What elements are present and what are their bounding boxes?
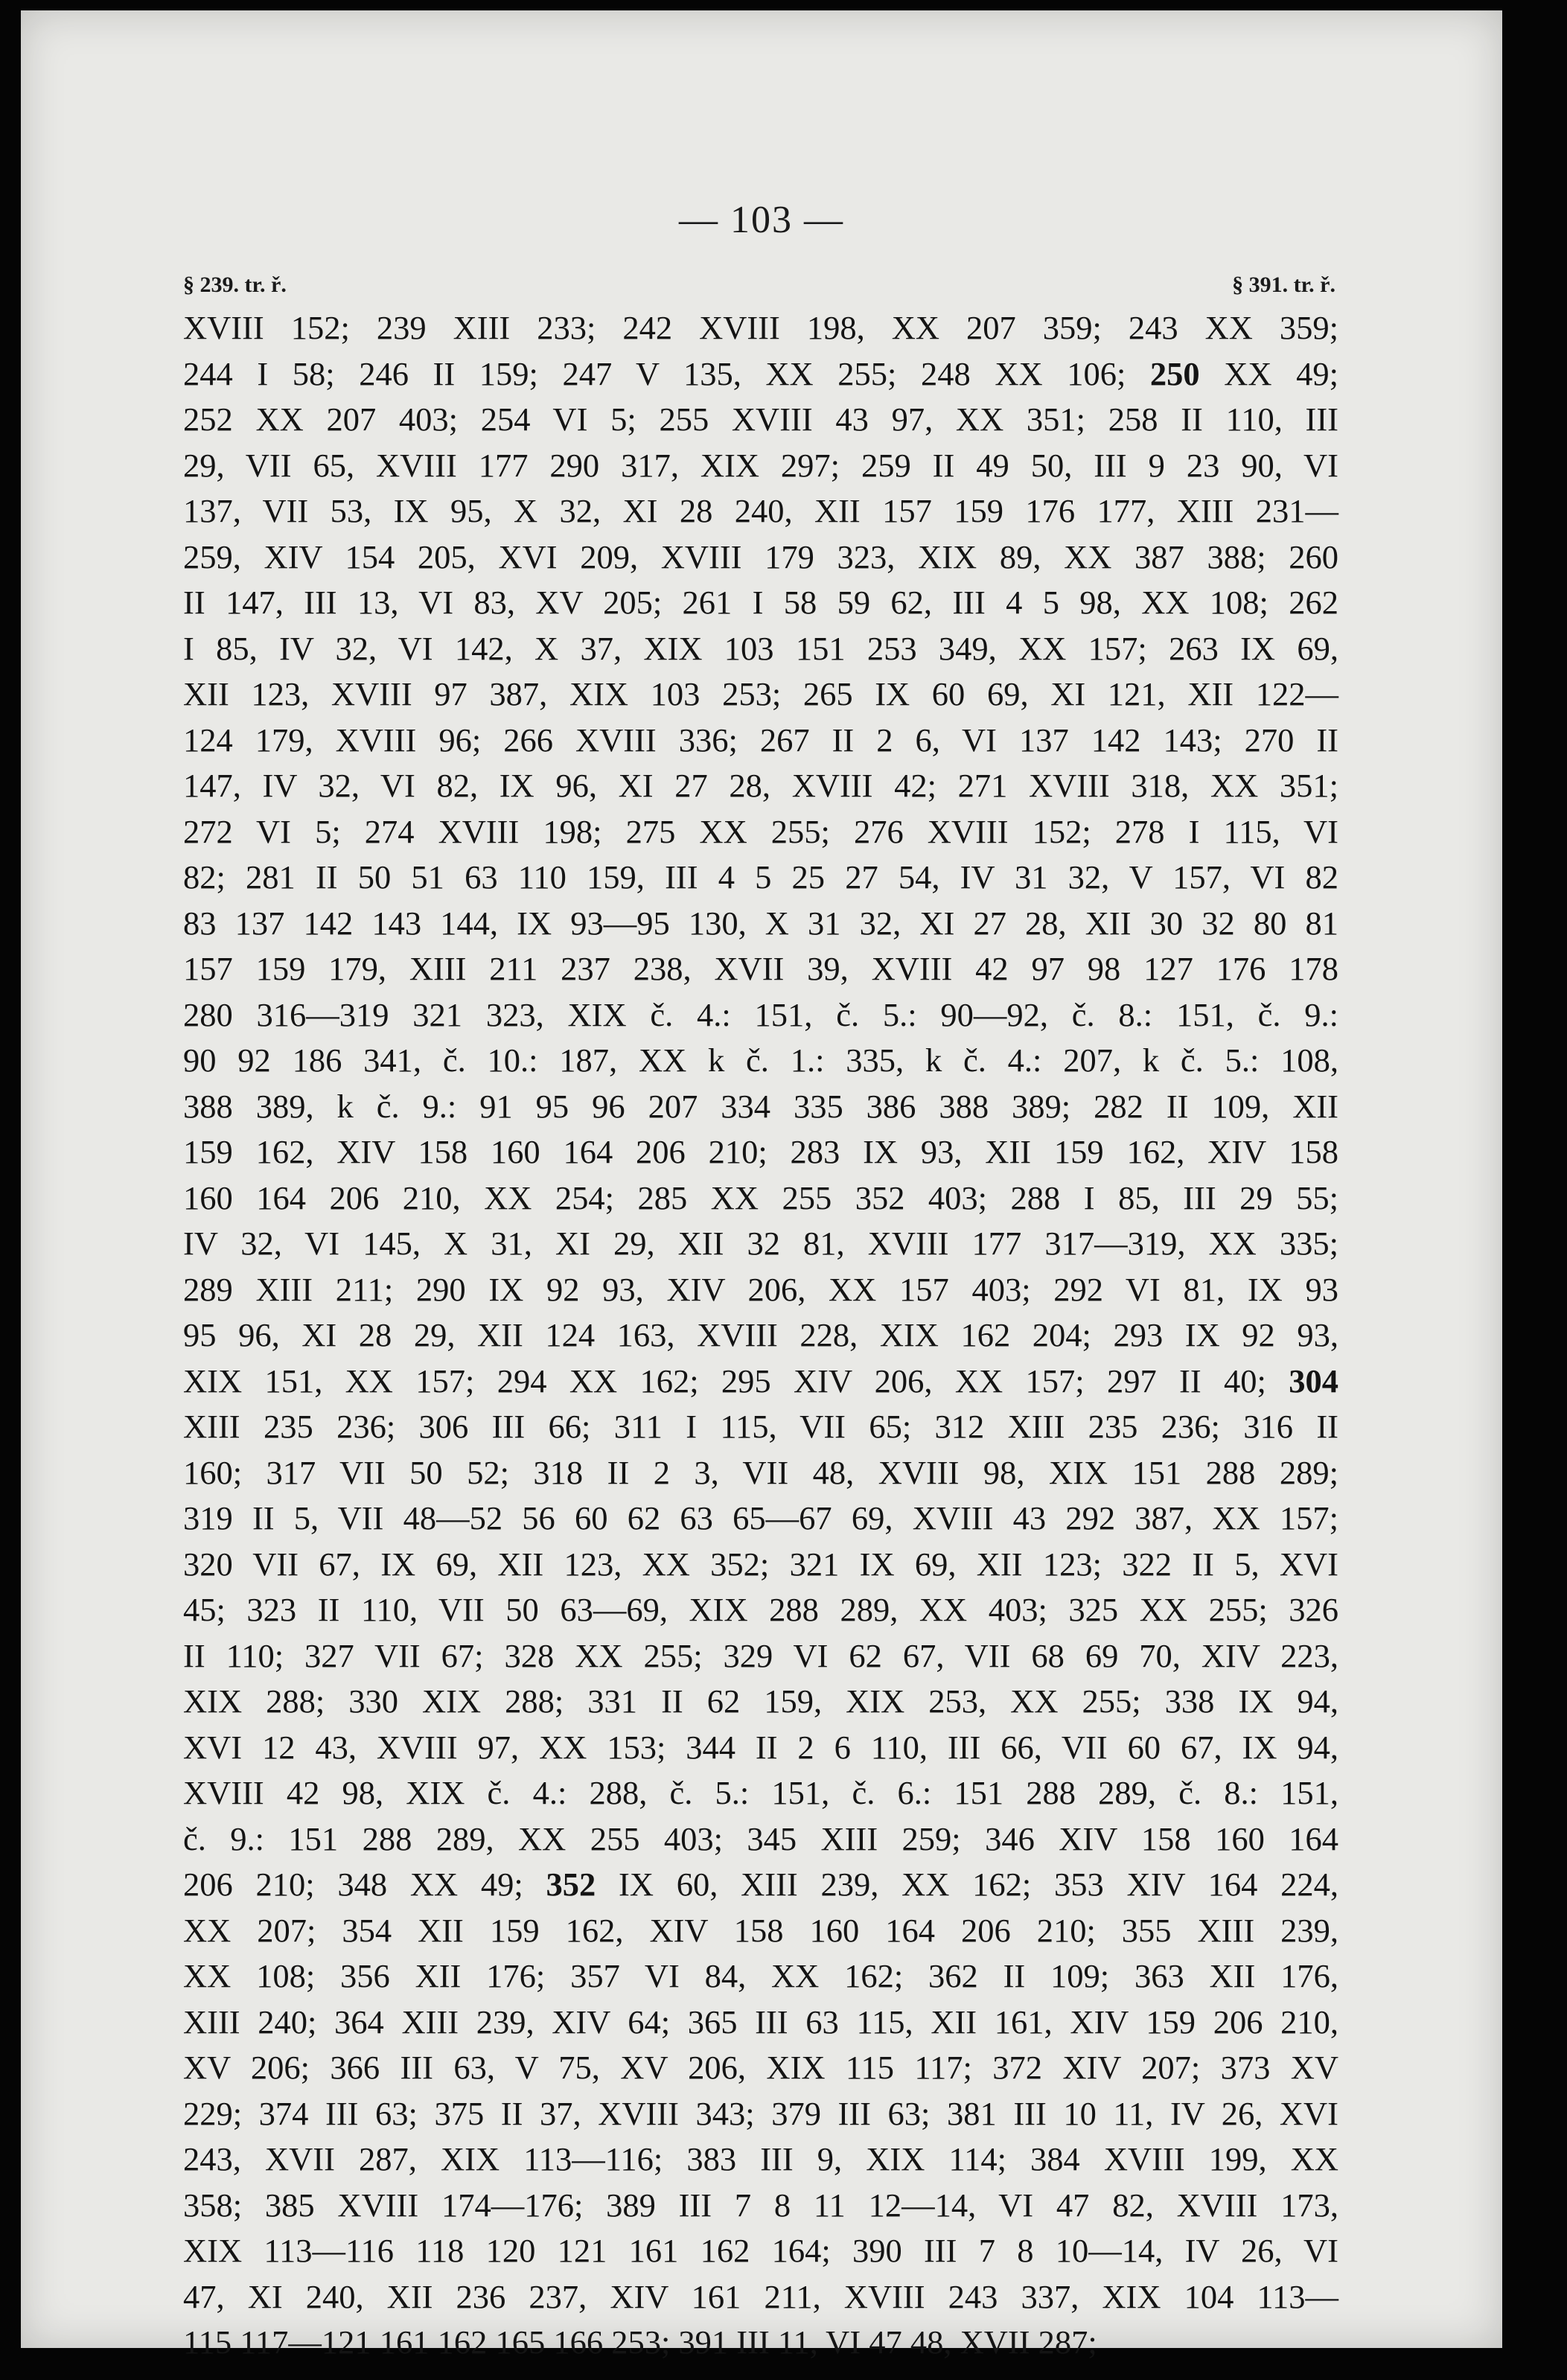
- text-line: [183, 1816, 1338, 1863]
- text-segment: 90 92 186 341, č. 10.: 187, XX k č. 1.: 335, k č. 4.: 207, k č. 5.: 108,: [183, 1041, 1338, 1079]
- text-segment: 358; 385 XVIII 174—176; 389 III 7 8 11 12—14, VI 47 82, XVIII 173,: [183, 2186, 1338, 2224]
- text-segment: XIII 235 236; 306 III 66; 311 I 115, VII 65; 312 XIII 235 236; 316 II: [183, 1408, 1338, 1445]
- text-segment: XIX 151, XX 157; 294 XX 162; 295 XIV 206, XX 157; 297 II 40;: [183, 1362, 1289, 1400]
- text-segment: 259, XIV 154 205, XVI 209, XVIII 179 323, XIX 89, XX 387 388; 260: [183, 537, 1338, 575]
- text-line: [183, 626, 1338, 672]
- text-line: [183, 2045, 1338, 2091]
- text-segment: II 147, III 13, VI 83, XV 205; 261 I 58 59 62, III 4 5 98, XX 108; 262: [183, 584, 1338, 621]
- text-segment: 29, VII 65, XVIII 177 290 317, XIX 297; 259 II 49 50, III 9 23 90, VI: [183, 446, 1338, 484]
- text-line: [183, 1175, 1338, 1222]
- text-line: [183, 443, 1338, 489]
- text-segment: 280 316—319 321 323, XIX č. 4.: 151, č. 5.: 90—92, č. 8.: 151, č. 9.:: [183, 995, 1338, 1033]
- text-line: [183, 1221, 1338, 1267]
- text-line: [183, 351, 1338, 398]
- text-line: [183, 305, 1338, 351]
- text-line: [183, 1404, 1338, 1450]
- text-line: [183, 535, 1338, 581]
- text-segment: č. 9.: 151 288 289, XX 255 403; 345 XIII 259; 346 XIV 158 160 164: [183, 1819, 1338, 1857]
- text-segment: 147, IV 32, VI 82, IX 96, XI 27 28, XVIII 42; 271 XVIII 318, XX 351;: [183, 767, 1338, 804]
- text-segment: I 85, IV 32, VI 142, X 37, XIX 103 151 253 349, XX 157; 263 IX 69,: [183, 629, 1338, 667]
- text-segment: XX 108; 356 XII 176; 357 VI 84, XX 162; 362 II 109; 363 XII 176,: [183, 1957, 1338, 1994]
- text-line: [183, 1633, 1338, 1679]
- text-line: [183, 2183, 1338, 2229]
- text-line: [183, 1496, 1338, 1542]
- text-segment: 319 II 5, VII 48—52 56 60 62 63 65—67 69, XVIII 43 292 387, XX 157;: [183, 1499, 1338, 1537]
- text-segment: 115 117—121 161 162 165 166 253; 391 III 11, VI 47 48, XVII 287;: [183, 2323, 1097, 2361]
- text-line: [183, 2320, 1338, 2366]
- text-segment: 137, VII 53, IX 95, X 32, XI 28 240, XII 157 159 176 177, XIII 231—: [183, 492, 1338, 529]
- text-segment: XIX 288; 330 XIX 288; 331 II 62 159, XIX 253, XX 255; 338 IX 94,: [183, 1682, 1338, 1720]
- bold-section-number: 304: [1289, 1362, 1338, 1400]
- text-segment: XIX 113—116 118 120 121 161 162 164; 390 III 7 8 10—14, IV 26, VI: [183, 2232, 1338, 2269]
- text-line: [183, 1725, 1338, 1771]
- text-segment: IV 32, VI 145, X 31, XI 29, XII 32 81, XVIII 177 317—319, XX 335;: [183, 1225, 1338, 1262]
- text-segment: 388 389, k č. 9.: 91 95 96 207 334 335 386 388 389; 282 II 109, XII: [183, 1087, 1338, 1125]
- index-text-block: [183, 305, 1338, 2366]
- text-segment: 83 137 142 143 144, IX 93—95 130, X 31 32, XI 27 28, XII 30 32 80 81: [183, 904, 1338, 942]
- text-line: [183, 1679, 1338, 1725]
- text-segment: XX 207; 354 XII 159 162, XIV 158 160 164 206 210; 355 XIII 239,: [183, 1911, 1338, 1949]
- bold-section-number: 352: [546, 1866, 596, 1903]
- text-line: [183, 718, 1338, 764]
- text-segment: 160 164 206 210, XX 254; 285 XX 255 352 403; 288 I 85, III 29 55;: [183, 1178, 1338, 1216]
- text-segment: 47, XI 240, XII 236 237, XIV 161 211, XVIII 243 337, XIX 104 113—: [183, 2277, 1338, 2315]
- text-segment: 252 XX 207 403; 254 VI 5; 255 XVIII 43 97, XX 351; 258 II 110, III: [183, 401, 1338, 438]
- text-segment: 244 I 58; 246 II 159; 247 V 135, XX 255; 248 XX 106;: [183, 354, 1150, 392]
- text-segment: 243, XVII 287, XIX 113—116; 383 III 9, XIX 114; 384 XVIII 199, XX: [183, 2140, 1338, 2178]
- text-segment: 272 VI 5; 274 XVIII 198; 275 XX 255; 276 XVIII 152; 278 I 115, VI: [183, 812, 1338, 850]
- text-segment: XVIII 42 98, XIX č. 4.: 288, č. 5.: 151, č. 6.: 151 288 289, č. 8.: 151,: [183, 1774, 1338, 1811]
- text-line: [183, 1038, 1338, 1084]
- text-line: [183, 2137, 1338, 2183]
- text-line: [183, 488, 1338, 535]
- text-segment: 157 159 179, XIII 211 237 238, XVII 39, XVIII 42 97 98 127 176 178: [183, 950, 1338, 987]
- running-head-left: § 239. tr. ř.: [183, 272, 287, 297]
- text-line: [183, 397, 1338, 443]
- text-segment: XIII 240; 364 XIII 239, XIV 64; 365 III 63 115, XII 161, XIV 159 206 210,: [183, 2003, 1338, 2041]
- text-segment: II 110; 327 VII 67; 328 XX 255; 329 VI 62 67, VII 68 69 70, XIV 223,: [183, 1636, 1338, 1674]
- text-line: [183, 1587, 1338, 1633]
- text-segment: 289 XIII 211; 290 IX 92 93, XIV 206, XX 157 403; 292 VI 81, IX 93: [183, 1270, 1338, 1308]
- text-line: [183, 580, 1338, 626]
- text-line: [183, 763, 1338, 809]
- text-line: [183, 1129, 1338, 1175]
- text-segment: 82; 281 II 50 51 63 110 159, III 4 5 25 27 54, IV 31 32, V 157, VI 82: [183, 858, 1338, 896]
- text-line: [183, 1084, 1338, 1130]
- text-segment: XII 123, XVIII 97 387, XIX 103 253; 265 IX 60 69, XI 121, XII 122—: [183, 675, 1338, 712]
- text-segment: 45; 323 II 110, VII 50 63—69, XIX 288 289, XX 403; 325 XX 255; 326: [183, 1591, 1338, 1628]
- text-line: [183, 1542, 1338, 1588]
- text-line: [183, 946, 1338, 992]
- text-line: [183, 1450, 1338, 1496]
- text-segment: XV 206; 366 III 63, V 75, XV 206, XIX 115 117; 372 XIV 207; 373 XV: [183, 2049, 1338, 2086]
- text-segment: 124 179, XVIII 96; 266 XVIII 336; 267 II 2 6, VI 137 142 143; 270 II: [183, 721, 1338, 759]
- page-number: — 103 —: [679, 199, 844, 241]
- text-line: [183, 2000, 1338, 2046]
- bold-section-number: 250: [1149, 354, 1200, 392]
- text-line: [183, 1359, 1338, 1405]
- text-line: [183, 855, 1338, 901]
- text-line: [183, 2228, 1338, 2274]
- text-line: [183, 1312, 1338, 1359]
- text-segment: XVIII 152; 239 XIII 233; 242 XVIII 198, XX 207 359; 243 XX 359;: [183, 309, 1338, 346]
- text-line: [183, 1862, 1338, 1908]
- text-line: [183, 809, 1338, 855]
- text-line: [183, 2091, 1338, 2137]
- text-segment: XX 49;: [1199, 354, 1338, 392]
- text-line: [183, 2274, 1338, 2320]
- text-segment: 229; 374 III 63; 375 II 37, XVIII 343; 379 III 63; 381 III 10 11, IV 26, XVI: [183, 2094, 1338, 2132]
- text-line: [183, 1953, 1338, 2000]
- text-line: [183, 1770, 1338, 1816]
- text-segment: XVI 12 43, XVIII 97, XX 153; 344 II 2 6 110, III 66, VII 60 67, IX 94,: [183, 1728, 1338, 1766]
- text-segment: IX 60, XIII 239, XX 162; 353 XIV 164 224,: [596, 1866, 1338, 1903]
- text-line: [183, 1267, 1338, 1313]
- text-segment: 159 162, XIV 158 160 164 206 210; 283 IX 93, XII 159 162, XIV 158: [183, 1133, 1338, 1170]
- text-line: [183, 671, 1338, 718]
- text-line: [183, 901, 1338, 947]
- running-head-right: § 391. tr. ř.: [1232, 272, 1335, 297]
- book-page: [21, 10, 1502, 2361]
- text-segment: 206 210; 348 XX 49;: [183, 1866, 546, 1903]
- text-line: [183, 992, 1338, 1039]
- text-segment: 160; 317 VII 50 52; 318 II 2 3, VII 48, XVIII 98, XIX 151 288 289;: [183, 1453, 1338, 1491]
- text-segment: 320 VII 67, IX 69, XII 123, XX 352; 321 IX 69, XII 123; 322 II 5, XVI: [183, 1545, 1338, 1583]
- text-segment: 95 96, XI 28 29, XII 124 163, XVIII 228, XIX 162 204; 293 IX 92 93,: [183, 1316, 1338, 1353]
- text-line: [183, 1908, 1338, 1954]
